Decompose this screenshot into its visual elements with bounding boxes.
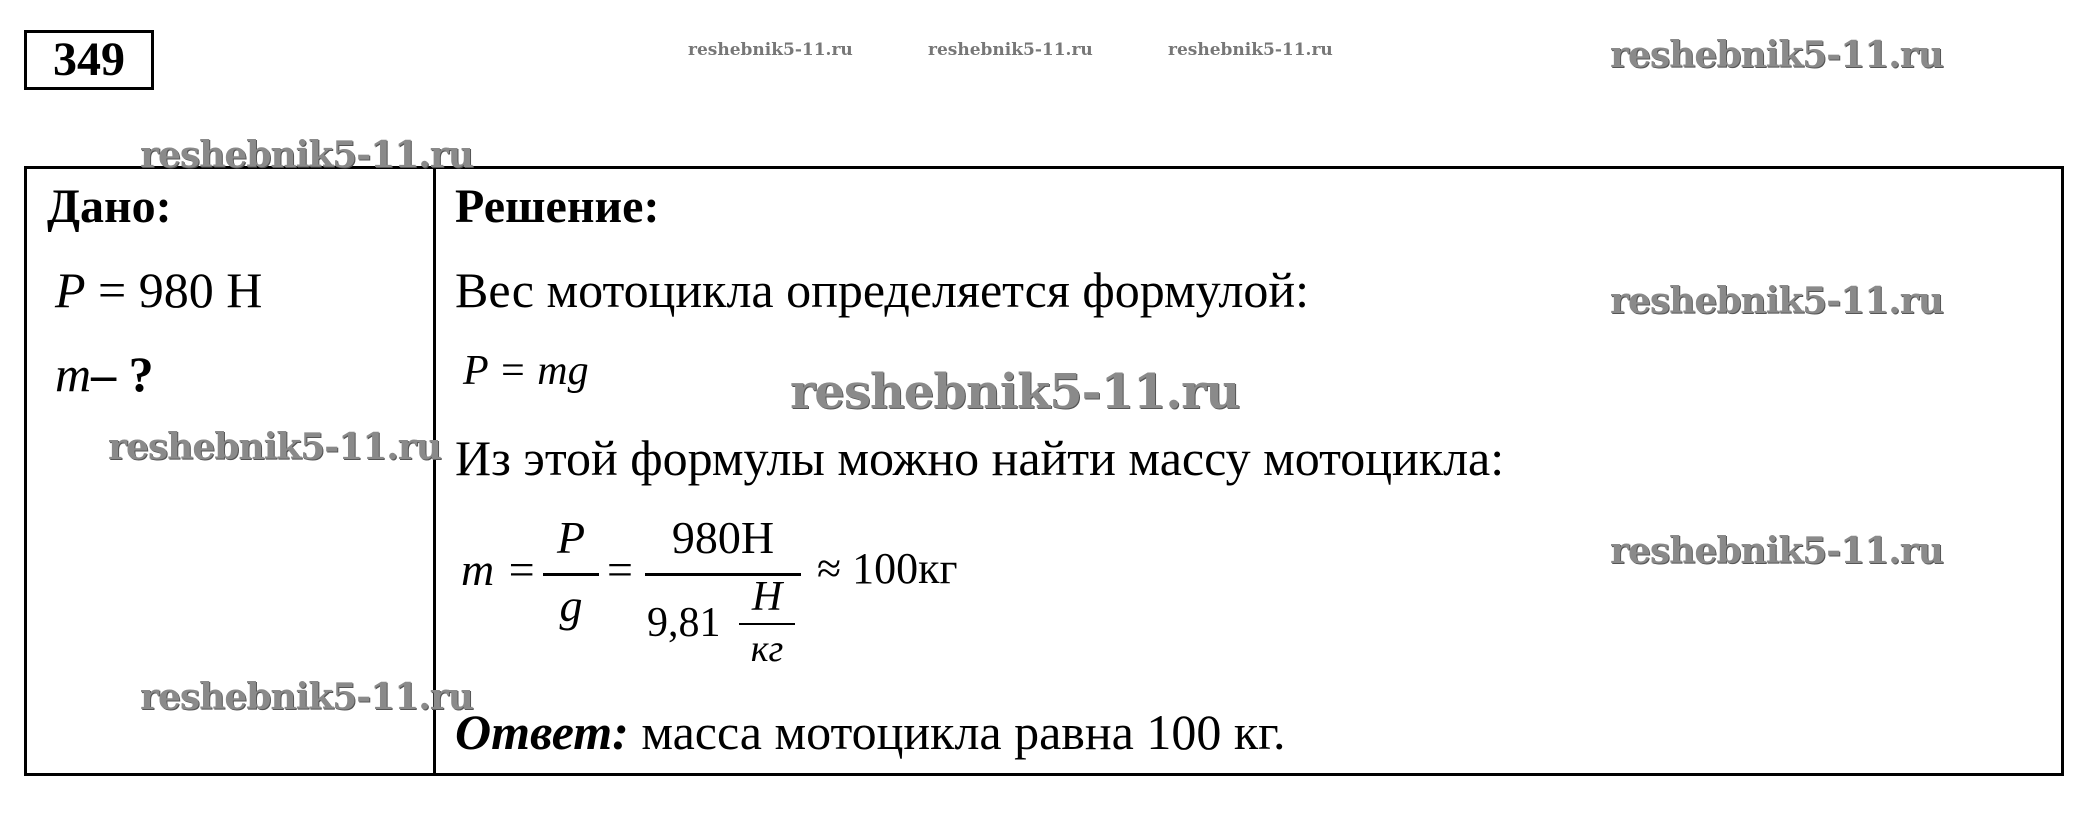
eq-frac2-den-number: 9,81 [647,600,721,646]
solution-heading: Решение: [455,180,660,233]
eq-frac2-den-den: кг [750,628,784,670]
watermark: reshebnik5-11.ru [688,40,853,60]
watermark: reshebnik5-11.ru [140,134,473,176]
answer-text: масса мотоцикла равна 100 кг. [641,704,1286,760]
fraction-bar [543,573,599,576]
eq-frac1-den: g [559,580,583,631]
watermark: reshebnik5-11.ru [928,40,1093,60]
fraction-bar [739,623,795,625]
formula-weight: P = mg [463,348,589,394]
given-unknown-var: m [55,346,92,402]
solution-sentence-1: Вес мотоцикла определяется формулой: [455,262,1310,318]
eq-lhs: m = [461,544,537,595]
solution-sentence-2: Из этой формулы можно найти массу мотоцикла: [455,430,1505,486]
watermark: reshebnik5-11.ru [1610,530,1943,572]
watermark: reshebnik5-11.ru [108,426,441,468]
watermark: reshebnik5-11.ru [140,676,473,718]
watermark: reshebnik5-11.ru [1168,40,1333,60]
answer-line [455,703,1286,761]
watermark: reshebnik5-11.ru [1610,34,1943,76]
given-weight-value: = 980 Н [98,262,263,318]
watermark: reshebnik5-11.ru [790,364,1240,420]
given-unknown-mark: – ? [91,346,154,402]
given-unknown [55,345,154,403]
given-weight [55,261,262,319]
answer-label: Ответ: [455,704,629,760]
eq-frac2-den-num: H [751,574,783,620]
eq-result: ≈ 100кг [817,544,958,593]
given-heading: Дано: [47,180,172,233]
given-weight-var: P [55,262,86,318]
watermark: reshebnik5-11.ru [1610,280,1943,322]
problem-number: 349 [24,30,154,90]
eq-frac2-num: 980H [671,512,775,563]
eq-frac1-num: P [556,512,586,563]
eq-equals: = [607,544,633,595]
